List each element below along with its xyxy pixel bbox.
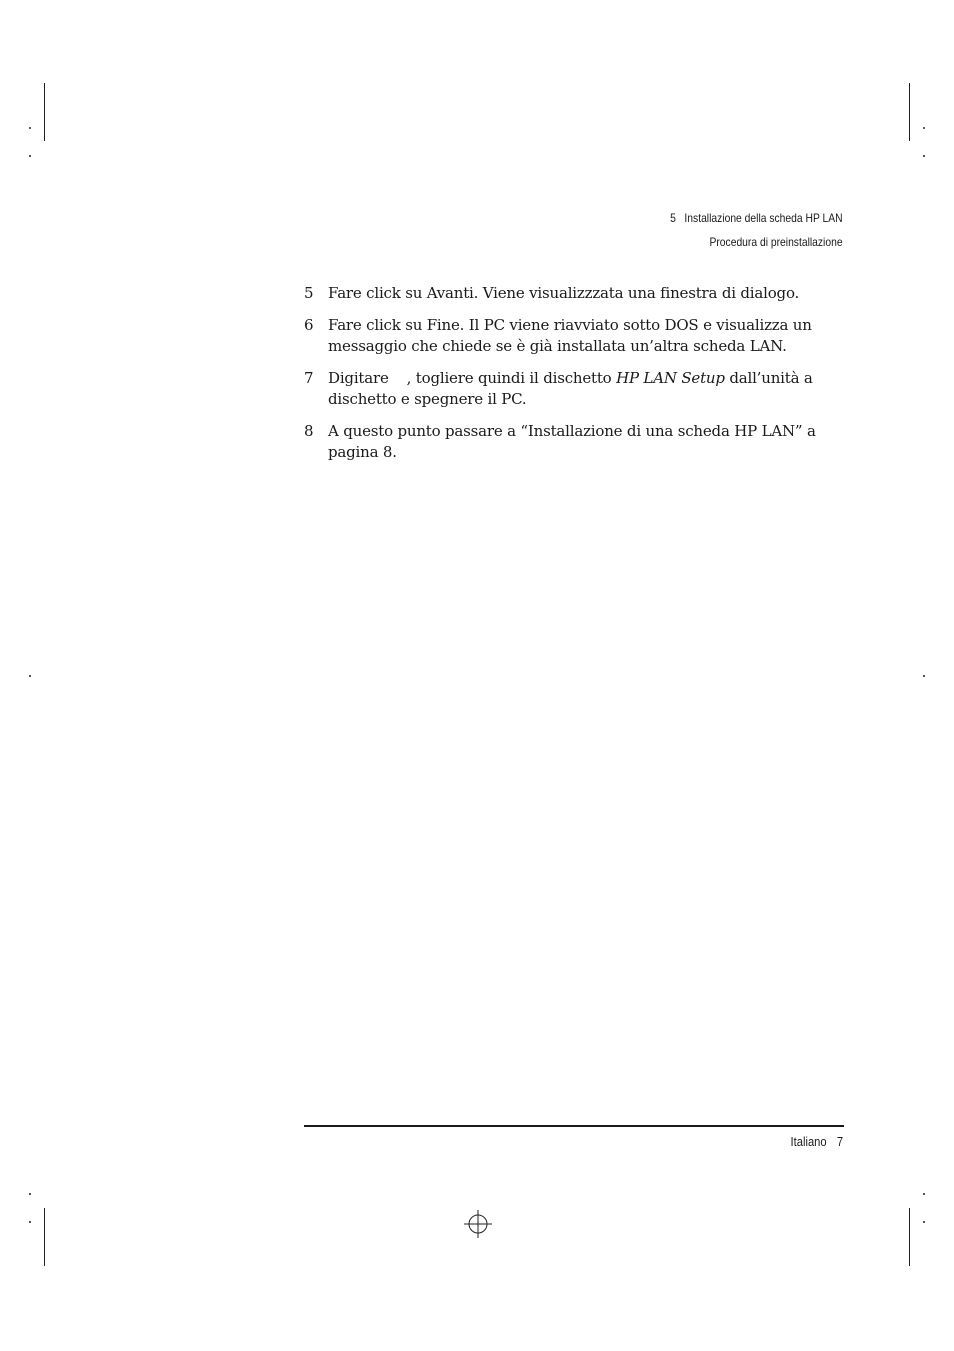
step-number: 7 (304, 368, 314, 387)
crop-dot (923, 675, 925, 677)
step-text-middle: , togliere quindi il dischetto (406, 368, 612, 387)
crop-dot (29, 127, 31, 129)
crop-mark-top-left (44, 83, 45, 141)
step-number: 6 (304, 315, 314, 334)
crop-mark-top-right (909, 83, 910, 141)
page-footer (790, 1133, 843, 1151)
step-text (328, 368, 844, 411)
crop-mark-bottom-right (909, 1208, 910, 1266)
crop-dot (923, 1193, 925, 1195)
step-list (304, 283, 844, 474)
chapter-heading (671, 206, 843, 230)
list-item (304, 283, 844, 305)
crop-dot (29, 675, 31, 677)
list-item (304, 315, 844, 358)
crop-mark-bottom-left (44, 1208, 45, 1266)
crop-dot (29, 1221, 31, 1223)
running-head (671, 206, 843, 254)
registration-mark-icon (464, 1210, 492, 1238)
chapter-number: 5 (670, 211, 677, 225)
step-text-before: Digitare (328, 368, 389, 387)
step-text: Fare click su Fine. Il PC viene riavviato sotto DOS e visualizza un messaggio che chiede se è già installata un’altra scheda LAN. (328, 315, 812, 355)
chapter-title: Installazione della scheda HP LAN (684, 211, 843, 225)
crop-dot (923, 127, 925, 129)
product-name-emphasis: HP LAN Setup (616, 368, 725, 387)
page-number: 7 (836, 1134, 843, 1149)
list-item (304, 421, 844, 464)
step-text: A questo punto passare a “Installazione di una scheda HP LAN” a pagina 8. (328, 421, 816, 461)
step-text-after: dall’unità a dischetto e spegnere il PC. (328, 368, 813, 408)
step-number: 5 (304, 284, 314, 302)
step-text: Fare click su Avanti. Viene visualizzzata una finestra di dialogo. (328, 284, 800, 302)
crop-dot (29, 1193, 31, 1195)
crop-dot (29, 155, 31, 157)
crop-dot (923, 155, 925, 157)
footer-rule (304, 1125, 844, 1127)
section-title: Procedura di preinstallazione (709, 235, 843, 249)
crop-dot (923, 1221, 925, 1223)
list-item (304, 368, 844, 411)
footer-language: Italiano (790, 1134, 827, 1149)
step-number: 8 (304, 421, 314, 440)
